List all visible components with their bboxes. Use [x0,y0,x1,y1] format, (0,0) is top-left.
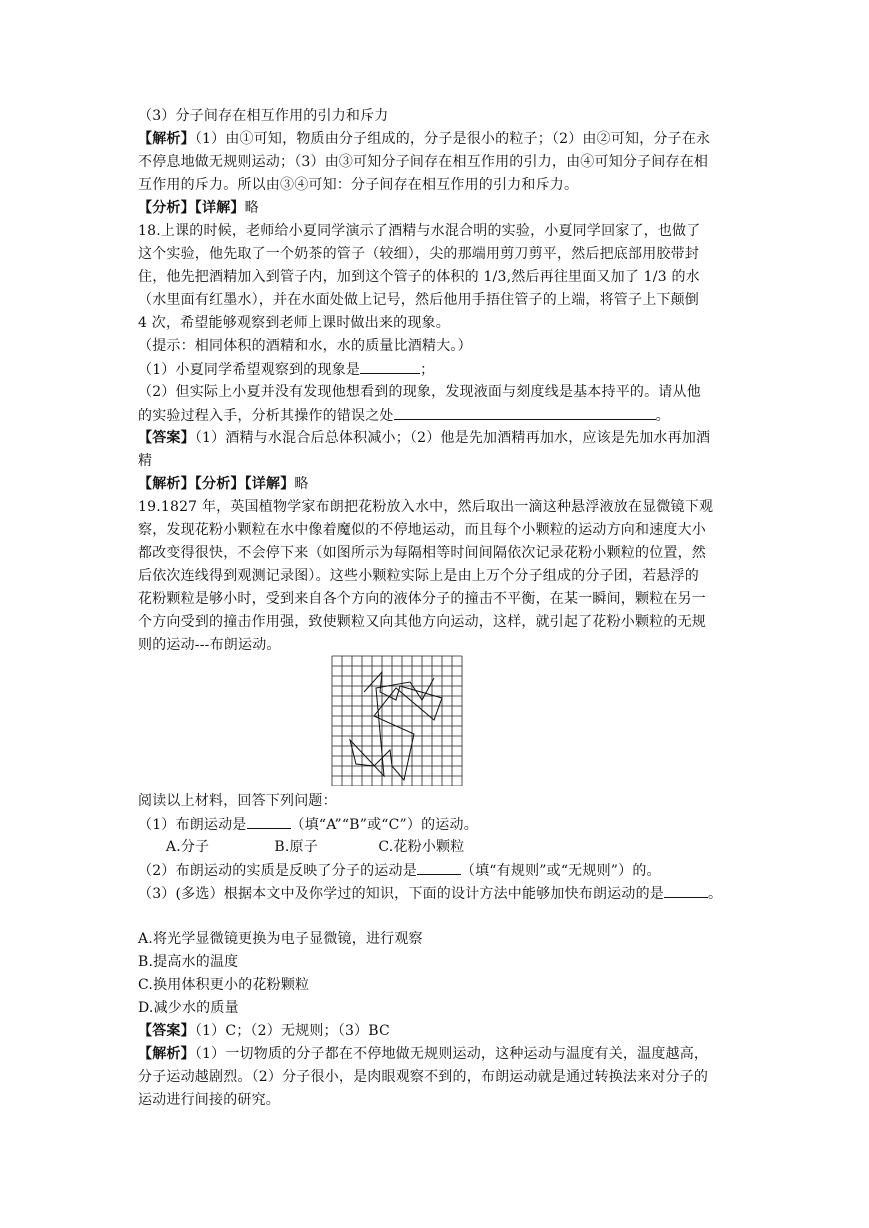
option-b: B.提高水的温度 [138,954,239,970]
text-line: （3）分子间存在相互作用的引力和斥力 [138,108,389,124]
answer-blank [360,361,420,374]
question-18-line: 18.上课的时候，老师给小夏同学演示了酒精与水混合明的实验，小夏同学回家了，也做了 [138,223,701,239]
option-d: D.减少水的质量 [138,1000,239,1016]
text-line: （水里面有红墨水），并在水面处做上记号，然后他用手捂住管子的上端，将管子上下颠倒 [138,292,699,308]
text-line: 个方向受到的撞击作用强，致使颗粒又向其他方向运动，这样，就引起了花粉小颗粒的无规 [138,614,706,630]
text-line: 4 次，希望能够观察到老师上课时做出来的现象。 [138,315,450,331]
text-line: 运动进行间接的研究。 [138,1092,280,1108]
text-line: 后依次连线得到观测记录图）。这些小颗粒实际上是由上万个分子组成的分子团，若悬浮的 [138,568,699,584]
answer-blank [664,885,708,898]
text-line: 都改变得很快，不会停下来（如图所示为每隔相等时间间隔依次记录花粉小颗粒的位置，然 [138,545,706,561]
option-a: A.将光学显微镜更换为电子显微镜，进行观察 [138,931,423,947]
option-c: C.换用体积更小的花粉颗粒 [138,977,310,993]
text-line: 阅读以上材料，回答下列问题： [138,793,337,809]
answer-blank [394,407,656,420]
analysis-line: 【解析】【分析】【详解】略 [138,476,309,492]
sub-question-line: （3）(多选）根据本文中及你学过的知识，下面的设计方法中能够加快布朗运动的是 。 [138,886,723,902]
sub-question-line: （1）布朗运动是 （填“A”“B”或“C”）的运动。 [138,817,478,833]
brownian-motion-figure [330,654,464,786]
text-line: 察，发现花粉小颗粒在水中像着魔似的不停地运动，而且每个小颗粒的运动方向和速度大小 [138,522,706,538]
options-line: A.分子 B.原子 C.花粉小颗粒 [138,839,465,855]
answer-line: 【答案】（1）酒精与水混合后总体积减小；（2）他是先加酒精再加水，应该是先加水再加酒 [138,430,711,446]
text-line: 分子运动越剧烈。（2）分子很小，是肉眼观察不到的，布朗运动就是通过转换法来对分子的 [138,1069,709,1085]
analysis-line: 【解析】（1）一切物质的分子都在不停地做无规则运动，这种运动与温度有关，温度越高， [138,1046,709,1062]
sub-question-line: （2）布朗运动的实质是反映了分子的运动是 （填“有规则”或“无规则”）的。 [138,863,661,879]
text-line: 这个实验，他先取了一个奶茶的管子（较细），尖的那端用剪刀剪平，然后把底部用胶带封 [138,246,699,262]
analysis-line: 【分析】【详解】略 [138,200,259,216]
sub-question-line: （2）但实际上小夏并没有发现他想看到的现象，发现液面与刻度线是基本持平的。请从他 [138,384,701,400]
text-line: 花粉颗粒是够小时，受到来自各个方向的液体分子的撞击不平衡，在某一瞬间，颗粒在另一 [138,591,706,607]
text-line: 则的运动---布朗运动。 [138,637,281,653]
text-line: 精 [138,453,153,469]
text-line: 住，他先把酒精加入到管子内，加到这个管子的体积的 1/3,然后再往里面又加了 1/3 的水 [138,269,700,285]
text-line: 的实验过程入手，分析其操作的错误之处 。 [138,408,670,424]
answer-blank [247,816,291,829]
figure-grid [332,656,462,786]
text-line: 互作用的斥力。所以由③④可知：分子间存在相互作用的引力和斥力。 [138,177,579,193]
sub-question-line: （1）小夏同学希望观察到的现象是 ； [138,362,435,378]
analysis-line: 【解析】（1）由①可知，物质由分子组成的，分子是很小的粒子；（2）由②可知，分子在永 [138,131,711,147]
question-19-line: 19.1827 年，英国植物学家布朗把花粉放入水中，然后取出一滴这种悬浮液放在显微镜下观 [138,499,714,515]
answer-blank [417,862,461,875]
hint-line: （提示：相同体积的酒精和水，水的质量比酒精大。） [138,338,472,354]
text-line: 不停息地做无规则运动；（3）由③可知分子间存在相互作用的引力，由④可知分子间存在相 [138,154,709,170]
answer-line: 【答案】（1）C；（2）无规则；（3）BC [138,1023,390,1039]
